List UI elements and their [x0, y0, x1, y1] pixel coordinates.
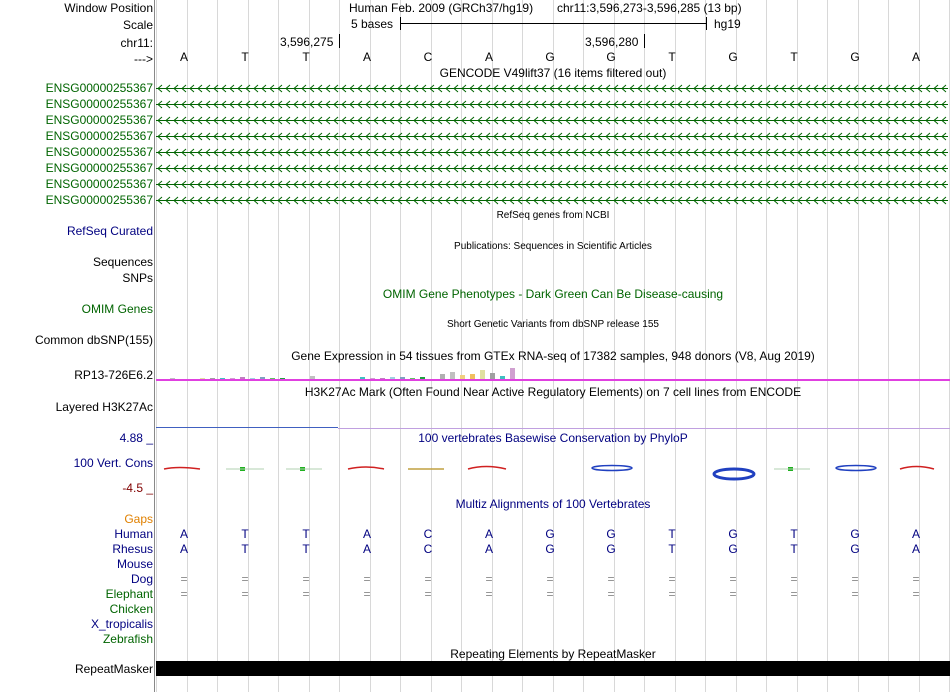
repeatmasker-track-title[interactable]: Repeating Elements by RepeatMasker — [450, 647, 656, 661]
gtex-label[interactable]: RP13-726E6.2 — [74, 368, 153, 382]
gencode-gene-label[interactable]: ENSG00000255367 — [45, 97, 153, 111]
multiz-base: T — [790, 542, 798, 556]
conservation-max-label: 4.88 _ — [119, 431, 153, 445]
multiz-base: G — [606, 542, 616, 556]
chrom-label: chr11: — [120, 36, 153, 50]
multiz-base: = — [241, 587, 249, 601]
publications-label-snps[interactable]: SNPs — [122, 271, 153, 285]
assembly-text[interactable]: Human Feb. 2009 (GRCh37/hg19) — [349, 1, 534, 15]
multiz-base: G — [728, 527, 738, 541]
multiz-base: = — [546, 587, 554, 601]
gencode-gene-feature[interactable] — [156, 195, 948, 206]
multiz-species-label[interactable]: Rhesus — [112, 542, 153, 556]
conservation-min-label: -4.5 _ — [122, 481, 153, 495]
h3k27ac-track-title[interactable]: H3K27Ac Mark (Often Found Near Active Regulatory Elements) on 7 cell lines from ENCODE — [304, 385, 802, 399]
scale-bar-right-tick — [706, 17, 707, 30]
gencode-gene-feature[interactable] — [156, 131, 948, 142]
multiz-base: T — [668, 542, 676, 556]
cons-mark — [468, 467, 506, 470]
multiz-base: T — [668, 527, 676, 541]
refseq-label[interactable]: RefSeq Curated — [66, 224, 153, 238]
multiz-base: G — [728, 542, 738, 556]
multiz-base: A — [484, 542, 493, 556]
cons-mark — [348, 467, 384, 469]
base-letter: T — [790, 50, 798, 64]
multiz-base: = — [424, 587, 432, 601]
conservation-track-title[interactable]: 100 vertebrates Basewise Conservation by PhyloP — [418, 431, 688, 445]
cons-mark — [714, 469, 754, 479]
coord-2: 3,596,280 — [585, 35, 639, 49]
multiz-species-label[interactable]: Mouse — [116, 557, 153, 571]
base-letter: G — [545, 50, 555, 64]
base-sequence-row — [0, 50, 950, 64]
base-letter: G — [850, 50, 860, 64]
dbsnp-label[interactable]: Common dbSNP(155) — [34, 333, 153, 347]
multiz-base: = — [851, 572, 859, 586]
cons-mark — [900, 467, 934, 470]
base-letter: A — [911, 50, 920, 64]
multiz-base: = — [668, 587, 676, 601]
multiz-base: T — [241, 542, 249, 556]
multiz-base: = — [485, 587, 493, 601]
position-text[interactable]: chr11:3,596,273-3,596,285 (13 bp) — [557, 1, 742, 15]
conservation-label[interactable]: 100 Vert. Cons — [73, 456, 153, 470]
gencode-gene-feature[interactable] — [156, 147, 948, 158]
multiz-species-label[interactable]: Dog — [130, 572, 153, 586]
multiz-base: G — [545, 527, 555, 541]
gencode-track-title[interactable]: GENCODE V49lift37 (16 items filtered out) — [439, 66, 667, 80]
multiz-base: = — [851, 587, 859, 601]
cons-mark — [836, 466, 876, 471]
multiz-species-label[interactable]: Zebrafish — [102, 632, 153, 646]
base-letter: C — [423, 50, 433, 64]
omim-label[interactable]: OMIM Genes — [81, 302, 153, 316]
base-letter: T — [241, 50, 249, 64]
multiz-base: = — [180, 587, 188, 601]
gencode-gene-label[interactable]: ENSG00000255367 — [45, 177, 153, 191]
gencode-gene-feature[interactable] — [156, 179, 948, 190]
multiz-base: G — [606, 527, 616, 541]
multiz-base: A — [911, 542, 920, 556]
base-letter: A — [484, 50, 493, 64]
gencode-gene-feature[interactable] — [156, 99, 948, 110]
h3k27ac-signal-line — [156, 427, 338, 428]
multiz-base: = — [668, 572, 676, 586]
gencode-gene-label[interactable]: ENSG00000255367 — [45, 193, 153, 207]
gencode-gene-label[interactable]: ENSG00000255367 — [45, 145, 153, 159]
multiz-base: = — [729, 572, 737, 586]
base-letter: A — [362, 50, 371, 64]
coord-2-tick — [644, 34, 645, 48]
gencode-gene-label[interactable]: ENSG00000255367 — [45, 161, 153, 175]
multiz-base: = — [912, 572, 920, 586]
publications-label-sequences[interactable]: Sequences — [92, 255, 153, 269]
multiz-base: = — [180, 572, 188, 586]
conservation-logo[interactable] — [156, 460, 950, 480]
multiz-base: = — [912, 587, 920, 601]
multiz-base: = — [241, 572, 249, 586]
gtex-track-title[interactable]: Gene Expression in 54 tissues from GTEx RNA-seq of 17382 samples, 948 donors (V8, Aug 2019) — [291, 349, 815, 363]
scale-db-text: hg19 — [714, 17, 741, 31]
multiz-gaps-label[interactable]: Gaps — [124, 512, 153, 526]
multiz-species-label[interactable]: X_tropicalis — [90, 617, 153, 631]
multiz-base: G — [545, 542, 555, 556]
gencode-gene-label[interactable]: ENSG00000255367 — [45, 129, 153, 143]
label-column-divider — [154, 0, 155, 692]
scale-bar — [400, 23, 706, 24]
gencode-gene-feature[interactable] — [156, 163, 948, 174]
gencode-gene-feature[interactable] — [156, 83, 948, 94]
multiz-base: G — [850, 527, 860, 541]
multiz-base: = — [485, 572, 493, 586]
repeatmasker-label[interactable]: RepeatMasker — [74, 662, 153, 676]
base-letter: T — [302, 50, 310, 64]
scale-bar-left-tick — [400, 17, 401, 30]
omim-track-title[interactable]: OMIM Gene Phenotypes - Dark Green Can Be Disease-causing — [382, 287, 724, 301]
multiz-base: = — [302, 572, 310, 586]
multiz-base: = — [729, 587, 737, 601]
multiz-species-label[interactable]: Elephant — [105, 587, 153, 601]
multiz-track-title[interactable]: Multiz Alignments of 100 Vertebrates — [455, 497, 651, 511]
strand-label: ---> — [134, 52, 153, 66]
multiz-base: A — [179, 542, 188, 556]
multiz-base: G — [850, 542, 860, 556]
window-position-label: Window Position — [64, 1, 153, 15]
publications-track-title[interactable]: Publications: Sequences in Scientific Articles — [454, 241, 652, 252]
scale-bases-text: 5 bases — [351, 17, 394, 31]
multiz-base: = — [363, 572, 371, 586]
gtex-baseline — [156, 379, 950, 381]
coord-1-tick — [339, 34, 340, 48]
multiz-base: A — [911, 527, 920, 541]
base-letter: G — [728, 50, 738, 64]
base-letter: G — [606, 50, 616, 64]
multiz-base: = — [790, 572, 798, 586]
scale-label: Scale — [122, 18, 153, 32]
base-letter: A — [179, 50, 188, 64]
multiz-base: C — [423, 527, 433, 541]
multiz-base: = — [424, 572, 432, 586]
multiz-base: A — [484, 527, 493, 541]
multiz-base: = — [790, 587, 798, 601]
multiz-species-label[interactable]: Chicken — [109, 602, 153, 616]
h3k27ac-signal-line-2 — [338, 428, 950, 429]
gencode-gene-label[interactable]: ENSG00000255367 — [45, 113, 153, 127]
repeatmasker-block[interactable] — [156, 661, 950, 676]
multiz-base: T — [241, 527, 249, 541]
multiz-base: T — [302, 542, 310, 556]
cons-mark — [592, 466, 632, 471]
multiz-base: A — [362, 527, 371, 541]
multiz-base: A — [179, 527, 188, 541]
multiz-base: = — [607, 572, 615, 586]
multiz-base: T — [790, 527, 798, 541]
base-letter: T — [668, 50, 676, 64]
cons-mark — [164, 468, 200, 470]
multiz-base: = — [607, 587, 615, 601]
multiz-base: = — [546, 572, 554, 586]
multiz-base: T — [302, 527, 310, 541]
multiz-base: C — [423, 542, 433, 556]
dbsnp-track-title[interactable]: Short Genetic Variants from dbSNP release 155 — [447, 319, 659, 330]
coord-1: 3,596,275 — [280, 35, 334, 49]
multiz-base: A — [362, 542, 371, 556]
gtex-bar-graph[interactable] — [156, 366, 950, 380]
gencode-gene-label[interactable]: ENSG00000255367 — [45, 81, 153, 95]
h3k27ac-label[interactable]: Layered H3K27Ac — [55, 400, 153, 414]
multiz-species-label[interactable]: Human — [114, 527, 153, 541]
multiz-base: = — [302, 587, 310, 601]
multiz-base: = — [363, 587, 371, 601]
gencode-gene-feature[interactable] — [156, 115, 948, 126]
refseq-track-title[interactable]: RefSeq genes from NCBI — [496, 210, 610, 221]
